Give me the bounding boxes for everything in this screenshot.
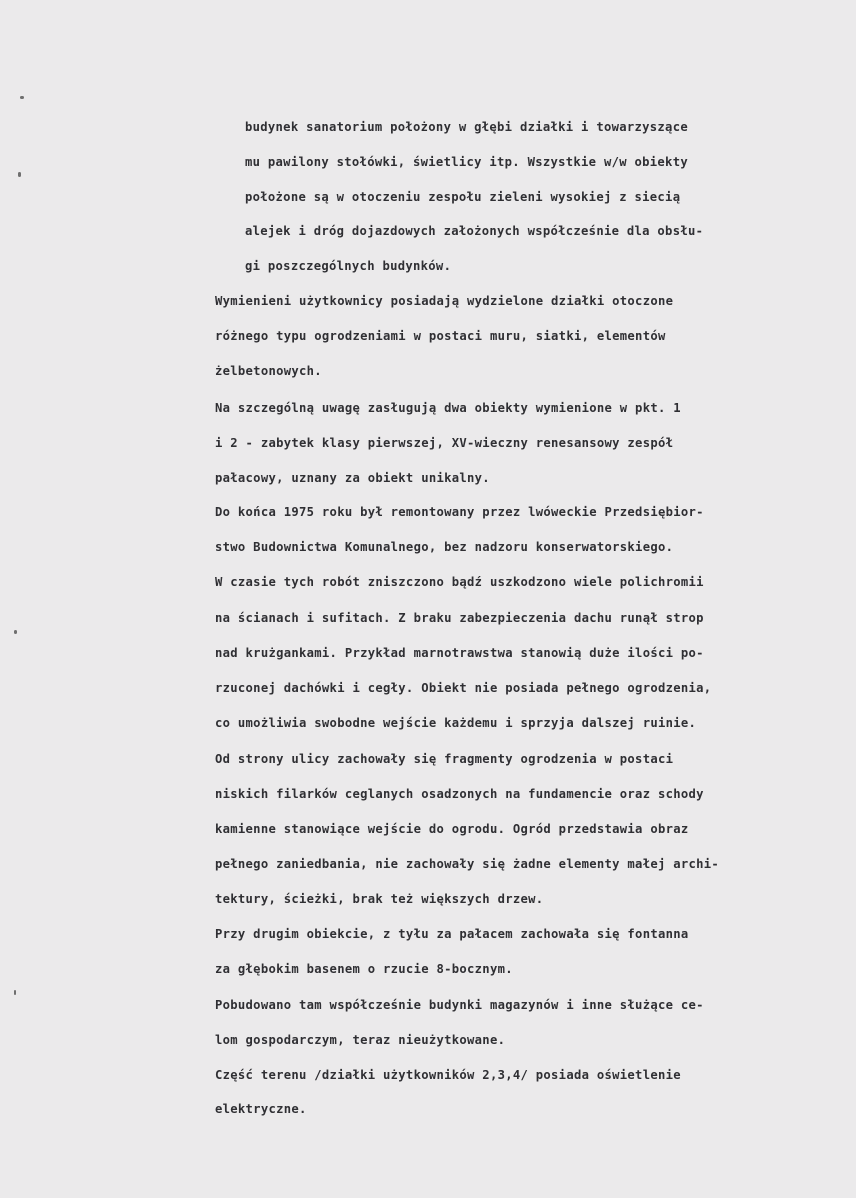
text-line: za głębokim basenem o rzucie 8-bocznym.	[215, 962, 513, 976]
text-line: nad krużgankami. Przykład marnotrawstwa stanowią duże ilości po-	[215, 646, 704, 660]
text-line: gi poszczególnych budynków.	[245, 259, 452, 273]
text-line: lom gospodarczym, teraz nieużytkowane.	[215, 1033, 506, 1047]
text-line: Wymienieni użytkownicy posiadają wydzielone działki otoczone	[215, 294, 674, 308]
text-line: i 2 - zabytek klasy pierwszej, XV-wieczny renesansowy zespół	[215, 436, 674, 450]
text-line: Od strony ulicy zachowały się fragmenty ogrodzenia w postaci	[215, 752, 674, 766]
text-line: alejek i dróg dojazdowych założonych współcześnie dla obsłu-	[245, 224, 704, 238]
text-line: Przy drugim obiekcie, z tyłu za pałacem zachowała się fontanna	[215, 927, 689, 941]
text-line: W czasie tych robót zniszczono bądź uszkodzono wiele polichromii	[215, 575, 704, 589]
text-line: Część terenu /działki użytkowników 2,3,4/ posiada oświetlenie	[215, 1068, 681, 1082]
text-line: rzuconej dachówki i cegły. Obiekt nie posiada pełnego ogrodzenia,	[215, 681, 712, 695]
text-line: Na szczególną uwagę zasługują dwa obiekty wymienione w pkt. 1	[215, 401, 681, 415]
text-line: stwo Budownictwa Komunalnego, bez nadzoru konserwatorskiego.	[215, 540, 674, 554]
text-line: niskich filarków ceglanych osadzonych na fundamencie oraz schody	[215, 787, 704, 801]
text-line: mu pawilony stołówki, świetlicy itp. Wszystkie w/w obiekty	[245, 155, 688, 169]
text-line: tektury, ścieżki, brak też większych drzew.	[215, 892, 544, 906]
text-line: na ścianach i sufitach. Z braku zabezpieczenia dachu runął strop	[215, 611, 704, 625]
text-line: elektryczne.	[215, 1102, 307, 1116]
text-line: budynek sanatorium położony w głębi działki i towarzyszące	[245, 120, 688, 134]
text-line: pałacowy, uznany za obiekt unikalny.	[215, 471, 490, 485]
text-line: różnego typu ogrodzeniami w postaci muru, siatki, elementów	[215, 329, 666, 343]
text-line: pełnego zaniedbania, nie zachowały się żadne elementy małej archi-	[215, 857, 720, 871]
text-line: Do końca 1975 roku był remontowany przez lwóweckie Przedsiębior-	[215, 505, 704, 519]
text-line: co umożliwia swobodne wejście każdemu i sprzyja dalszej ruinie.	[215, 716, 697, 730]
text-line: żelbetonowych.	[215, 364, 322, 378]
text-line: Pobudowano tam współcześnie budynki magazynów i inne służące ce-	[215, 998, 704, 1012]
text-line: położone są w otoczeniu zespołu zieleni wysokiej z siecią	[245, 190, 681, 204]
text-line: kamienne stanowiące wejście do ogrodu. Ogród przedstawia obraz	[215, 822, 689, 836]
